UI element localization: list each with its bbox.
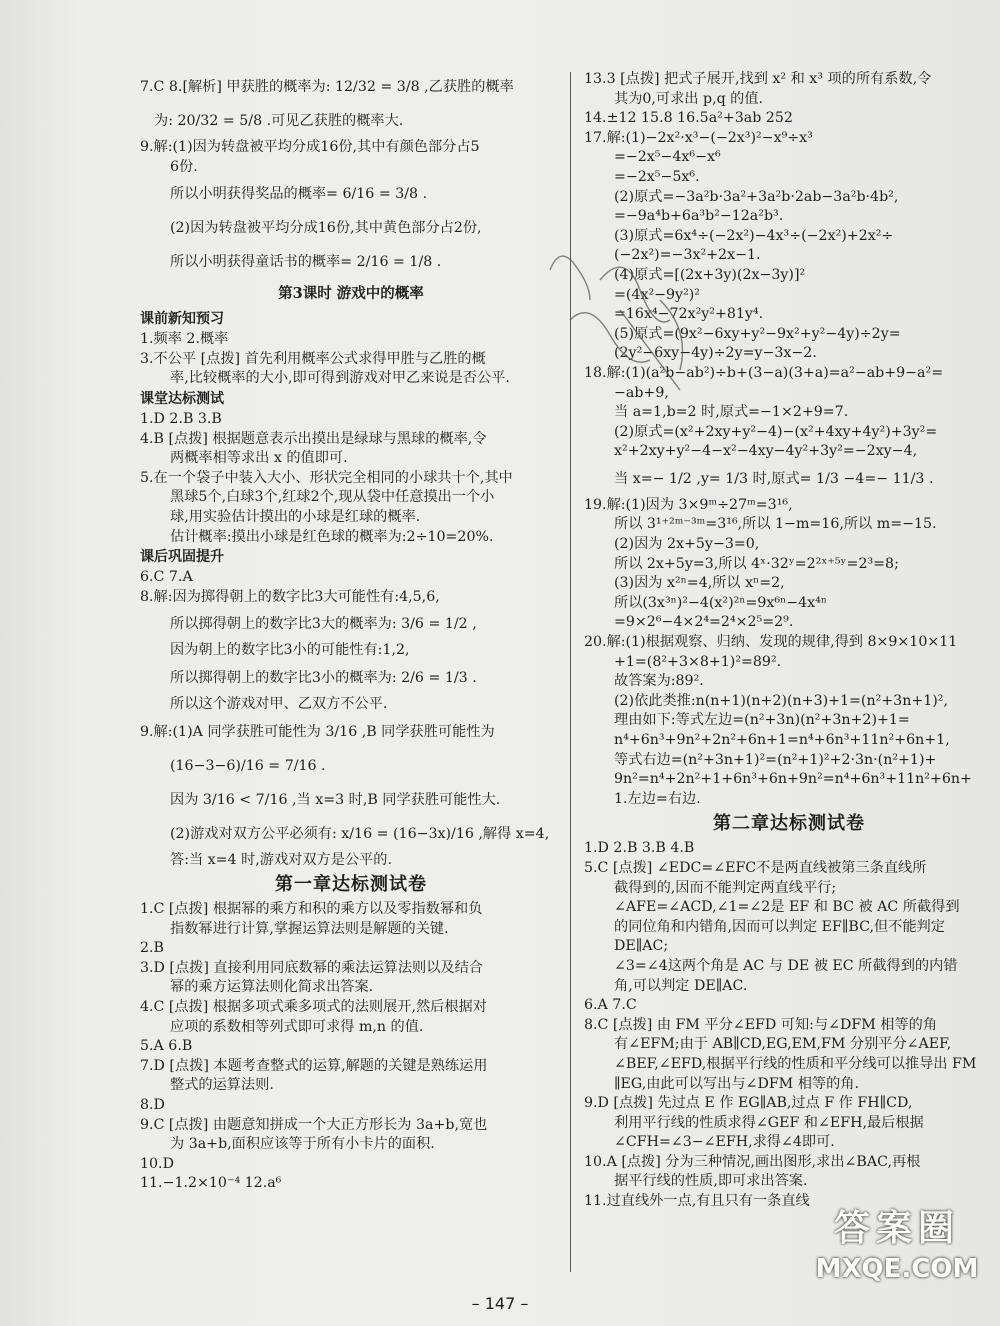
answer-line: =9×2⁶−4×2⁴=2⁴×2⁵=2⁹. bbox=[614, 614, 794, 631]
lesson-title: 第3课时 游戏中的概率 bbox=[278, 285, 424, 303]
answer-line: 角,可以判定 DE∥AC. bbox=[614, 977, 748, 994]
answer-line: 3.不公平 [点拨] 首先利用概率公式求得甲胜与乙胜的概 bbox=[140, 350, 486, 367]
section-heading: 课前新知预习 bbox=[140, 311, 224, 328]
answer-line: 当 x=− 1/2 ,y= 1/3 时,原式= 1/3 −4=− 11/3 . bbox=[614, 470, 934, 487]
answer-line: (2)原式=−3a²b·3a²+3a²b·2ab−3a²b·4b², bbox=[614, 188, 899, 205]
answer-line: 9.D [点拨] 先过点 E 作 EG∥AB,过点 F 作 FH∥CD, bbox=[584, 1095, 913, 1112]
answer-line: (2)因为转盘被平均分成16份,其中黄色部分占2份, bbox=[170, 220, 482, 237]
answer-line: 幂的乘方运算法则化简求出答案. bbox=[170, 979, 374, 996]
answer-line: x²+2xy+y²−4−x²−4xy−4y²+3y²=−2xy−4, bbox=[614, 443, 918, 460]
section-heading: 课堂达标测试 bbox=[140, 390, 224, 407]
answer-line: ∥EG,由此可以写出与∠DFM 相等的角. bbox=[614, 1075, 859, 1092]
answer-line: −ab+9, bbox=[614, 384, 669, 401]
test-title: 第二章达标测试卷 bbox=[713, 813, 865, 835]
answer-line: (3)原式=6x⁴÷(−2x²)−4x³÷(−2x²)+2x²÷ bbox=[614, 227, 894, 244]
section-heading: 课后巩固提升 bbox=[140, 549, 224, 566]
answer-line: (4)原式=[(2x+3y)(2x−3y)]² bbox=[614, 266, 806, 283]
answer-line: 20.解:(1)根据观察、归纳、发现的规律,得到 8×9×10×11 bbox=[584, 634, 958, 651]
answer-line: 为: 20/32 = 5/8 .可见乙获胜的概率大. bbox=[154, 113, 404, 129]
answer-line: (2)游戏对双方公平必须有: x/16 = (16−3x)/16 ,解得 x=4, bbox=[170, 825, 550, 842]
answer-line: 18.解:(1)(a²b−ab²)÷b+(3−a)(3+a)=a²−ab+9−a²= bbox=[584, 364, 944, 381]
answer-line: 因为朝上的数字比3小的可能性有:1,2, bbox=[170, 642, 410, 659]
answer-line: =−9a⁴b+6a³b²−12a²b³. bbox=[614, 208, 784, 225]
answer-line: 所以小明获得童话书的概率= 2/16 = 1/8 . bbox=[170, 254, 442, 271]
answer-line: 所以掷得朝上的数字比3大的概率为: 3/6 = 1/2 , bbox=[170, 616, 477, 633]
answer-line: ∠AFE=∠ACD,∠1=∠2是 EF 和 BC 被 AC 所截得到 bbox=[614, 899, 960, 916]
answer-line: 8.D bbox=[140, 1097, 165, 1114]
answer-line: 4.C [点拨] 根据多项式乘多项式的法则展开,然后根据对 bbox=[140, 999, 487, 1016]
answer-line: 1.D 2.B 3.B bbox=[140, 410, 222, 427]
answer-line: 应项的系数相等列式即可求得 m,n 的值. bbox=[170, 1018, 424, 1035]
answer-line: 其为0,可求出 p,q 的值. bbox=[614, 90, 764, 107]
answer-line: 2.B bbox=[140, 940, 164, 957]
answer-line: 6.A 7.C bbox=[584, 997, 637, 1014]
answer-line: 所以小明获得奖品的概率= 6/16 = 3/8 . bbox=[170, 186, 428, 203]
answer-line: 球,用实验估计摸出的小球是红球的概率. bbox=[170, 508, 421, 525]
answer-line: 理由如下:等式左边=(n²+3n)(n²+3n+2)+1= bbox=[614, 712, 910, 729]
answer-line: 所以 2x+5y=3,所以 4ˣ·32ʸ=2²ˣ⁺⁵ʸ=2³=8; bbox=[614, 555, 899, 572]
answer-line: 9n²=n⁴+2n²+1+6n³+6n+9n²=n⁴+6n³+11n²+6n+ bbox=[614, 771, 972, 788]
answer-line: (16−3−6)/16 = 7/16 . bbox=[170, 757, 326, 774]
answer-line: 整式的运算法则. bbox=[170, 1077, 274, 1094]
answer-line: DE∥AC; bbox=[614, 938, 669, 955]
answer-line: (2y²−6xy−4y)÷2y=y−3x−2. bbox=[614, 345, 817, 362]
answer-line: (2)依此类推:n(n+1)(n+2)(n+3)+1=(n²+3n+1)², bbox=[614, 692, 948, 709]
answer-line: 所以这个游戏对甲、乙双方不公平. bbox=[170, 695, 388, 712]
answer-line: 9.解:(1)因为转盘被平均分成16份,其中有颜色部分占5 bbox=[140, 139, 480, 155]
answer-line: 8.C [点拨] 由 FM 平分∠EFD 可知:与∠DFM 相等的角 bbox=[584, 1016, 938, 1033]
answer-line: 率,比较概率的大小,即可得到游戏对甲乙来说是否公平. bbox=[170, 370, 510, 387]
answer-line: 10.D bbox=[140, 1155, 174, 1172]
answer-line: =(4x²−9y²)² bbox=[614, 286, 700, 303]
answer-line: 两概率相等求出 x 的值即可. bbox=[170, 450, 348, 467]
answer-line: 答:当 x=4 时,游戏对双方是公平的. bbox=[170, 851, 392, 868]
answer-line: 为 3a+b,面积应该等于所有小卡片的面积. bbox=[170, 1136, 435, 1153]
answer-line: 11.−1.2×10⁻⁴ 12.a⁶ bbox=[140, 1175, 282, 1192]
answer-line: n⁴+6n³+9n²+2n²+6n+1=n⁴+6n³+11n²+6n+1, bbox=[614, 732, 950, 748]
answer-line: 因为 3/16 < 7/16 ,当 x=3 时,B 同学获胜可能性大. bbox=[170, 791, 501, 808]
answer-line: 4.B [点拨] 根据题意表示出摸出是绿球与黑球的概率,令 bbox=[140, 430, 487, 447]
answer-line: 5.A 6.B bbox=[140, 1038, 193, 1055]
answer-line: (−2x²)=−3x²+2x−1. bbox=[614, 247, 761, 264]
answer-line: 截得到的,因而不能判定两直线平行; bbox=[614, 879, 837, 896]
answer-line: (5)原式=(9x²−6xy+y²−9x²+y²−4y)÷2y= bbox=[614, 325, 901, 342]
answer-line: 7.C 8.[解析] 甲获胜的概率为: 12/32 = 3/8 ,乙获胜的概率 bbox=[140, 79, 514, 95]
answer-line: 9.解:(1)A 同学获胜可能性为 3/16 ,B 同学获胜可能性为 bbox=[140, 723, 495, 740]
answer-line: 10.A [点拨] 分为三种情况,画出图形,求出∠BAC,再根 bbox=[584, 1153, 921, 1170]
answer-line: 9.C [点拨] 由题意知拼成一个大正方形长为 3a+b,宽也 bbox=[140, 1116, 488, 1133]
answer-line: 1.左边=右边. bbox=[614, 790, 701, 807]
answer-line: 7.D [点拨] 本题考查整式的运算,解题的关键是熟练运用 bbox=[140, 1057, 488, 1074]
page-number: – 147 – bbox=[471, 1294, 529, 1313]
answer-line: 17.解:(1)−2x²·x³−(−2x³)²−x⁹÷x³ bbox=[584, 129, 813, 146]
answer-line: 6份. bbox=[170, 158, 198, 175]
answer-line: 故答案为:89². bbox=[614, 673, 704, 690]
answer-line: =−2x⁵−5x⁶. bbox=[614, 168, 700, 185]
answer-line: 11.过直线外一点,有且只有一条直线 bbox=[584, 1193, 810, 1210]
answer-line: 1.频率 2.概率 bbox=[140, 331, 229, 348]
pencil-scribble-mark bbox=[530, 240, 730, 410]
answer-line: 1.D 2.B 3.B 4.B bbox=[584, 840, 695, 857]
answer-line: =−2x⁵−4x⁶−x⁶ bbox=[614, 149, 721, 166]
left-column bbox=[140, 70, 562, 1194]
answer-line: 8.解:因为掷得朝上的数字比3大可能性有:4,5,6, bbox=[140, 588, 440, 605]
answer-line: 5.C [点拨] ∠EDC=∠EFC不是两直线被第三条直线所 bbox=[584, 859, 927, 876]
test-title: 第一章达标测试卷 bbox=[275, 874, 427, 896]
answer-line: 19.解:(1)因为 3×9ᵐ÷27ᵐ=3¹⁶, bbox=[584, 496, 793, 513]
answer-line: 据平行线的性质,即可求出答案. bbox=[614, 1173, 808, 1190]
answer-line: 利用平行线的性质求得∠GEF 和∠EFH,最后根据 bbox=[614, 1114, 924, 1131]
answer-line: (2)原式=(x²+2xy+y²−4)−(x²+4xy+4y²)+3y²= bbox=[614, 423, 938, 440]
answer-line: 当 a=1,b=2 时,原式=−1×2+9=7. bbox=[614, 404, 849, 421]
answer-line: 黑球5个,白球3个,红球2个,现从袋中任意摸出一个小 bbox=[170, 489, 495, 506]
site-watermark bbox=[812, 1206, 982, 1316]
answer-line: (2)因为 2x+5y−3=0, bbox=[614, 536, 760, 553]
answer-line: 指数幂进行计算,掌握运算法则是解题的关键. bbox=[170, 920, 449, 937]
answer-line: 所以 3¹⁺²ᵐ⁻³ᵐ=3¹⁶,所以 1−m=16,所以 m=−15. bbox=[614, 516, 937, 533]
answer-line: 所以(3x³ⁿ)²−4(x²)²ⁿ=9x⁶ⁿ−4x⁴ⁿ bbox=[614, 594, 827, 611]
answer-line: 有∠EFM;由于 AB∥CD,EG,EM,FM 分别平分∠AEF, bbox=[614, 1036, 952, 1053]
answer-line: (3)因为 x²ⁿ=4,所以 xⁿ=2, bbox=[614, 575, 785, 592]
answer-line: +1=(8²+3×8+1)²=89². bbox=[614, 653, 782, 670]
answer-line: 等式右边=(n²+3n+1)²=(n²+1)²+2·3n·(n²+1)+ bbox=[614, 751, 937, 768]
answer-line: 所以掷得朝上的数字比3小的概率为: 2/6 = 1/3 . bbox=[170, 669, 477, 686]
answer-line: ∠3=∠4这两个角是 AC 与 DE 被 EC 所截得到的内错 bbox=[614, 957, 958, 974]
answer-line: 5.在一个袋子中装入大小、形状完全相同的小球共十个,其中 bbox=[140, 469, 513, 486]
answer-line: =16x⁴−72x²y²+81y⁴. bbox=[614, 306, 764, 323]
answer-line: 1.C [点拨] 根据幂的乘方和积的乘方以及零指数幂和负 bbox=[140, 901, 483, 918]
answer-line: 3.D [点拨] 直接利用同底数幂的乘法运算法则以及结合 bbox=[140, 959, 483, 976]
answer-line: 估计概率:摸出小球是红色球的概率为:2÷10=20%. bbox=[170, 528, 494, 545]
answer-line: ∠BEF,∠EFD,根据平行线的性质和平分线可以推导出 FM bbox=[614, 1055, 977, 1072]
watermark-site: MXQE.COM bbox=[815, 1254, 979, 1284]
answer-line: 6.C 7.A bbox=[140, 569, 193, 586]
answer-line: 14.±12 15.8 16.5a²+3ab 252 bbox=[584, 110, 793, 127]
answer-line: 13.3 [点拨] 把式子展开,找到 x² 和 x³ 项的所有系数,令 bbox=[584, 71, 932, 87]
answer-line: 的同位角和内错角,因而可以判定 EF∥BC,但不能判定 bbox=[614, 918, 945, 935]
watermark-title: 答案圈 bbox=[833, 1208, 960, 1249]
answer-line: ∠CFH=∠3−∠EFH,求得∠4即可. bbox=[614, 1134, 835, 1151]
